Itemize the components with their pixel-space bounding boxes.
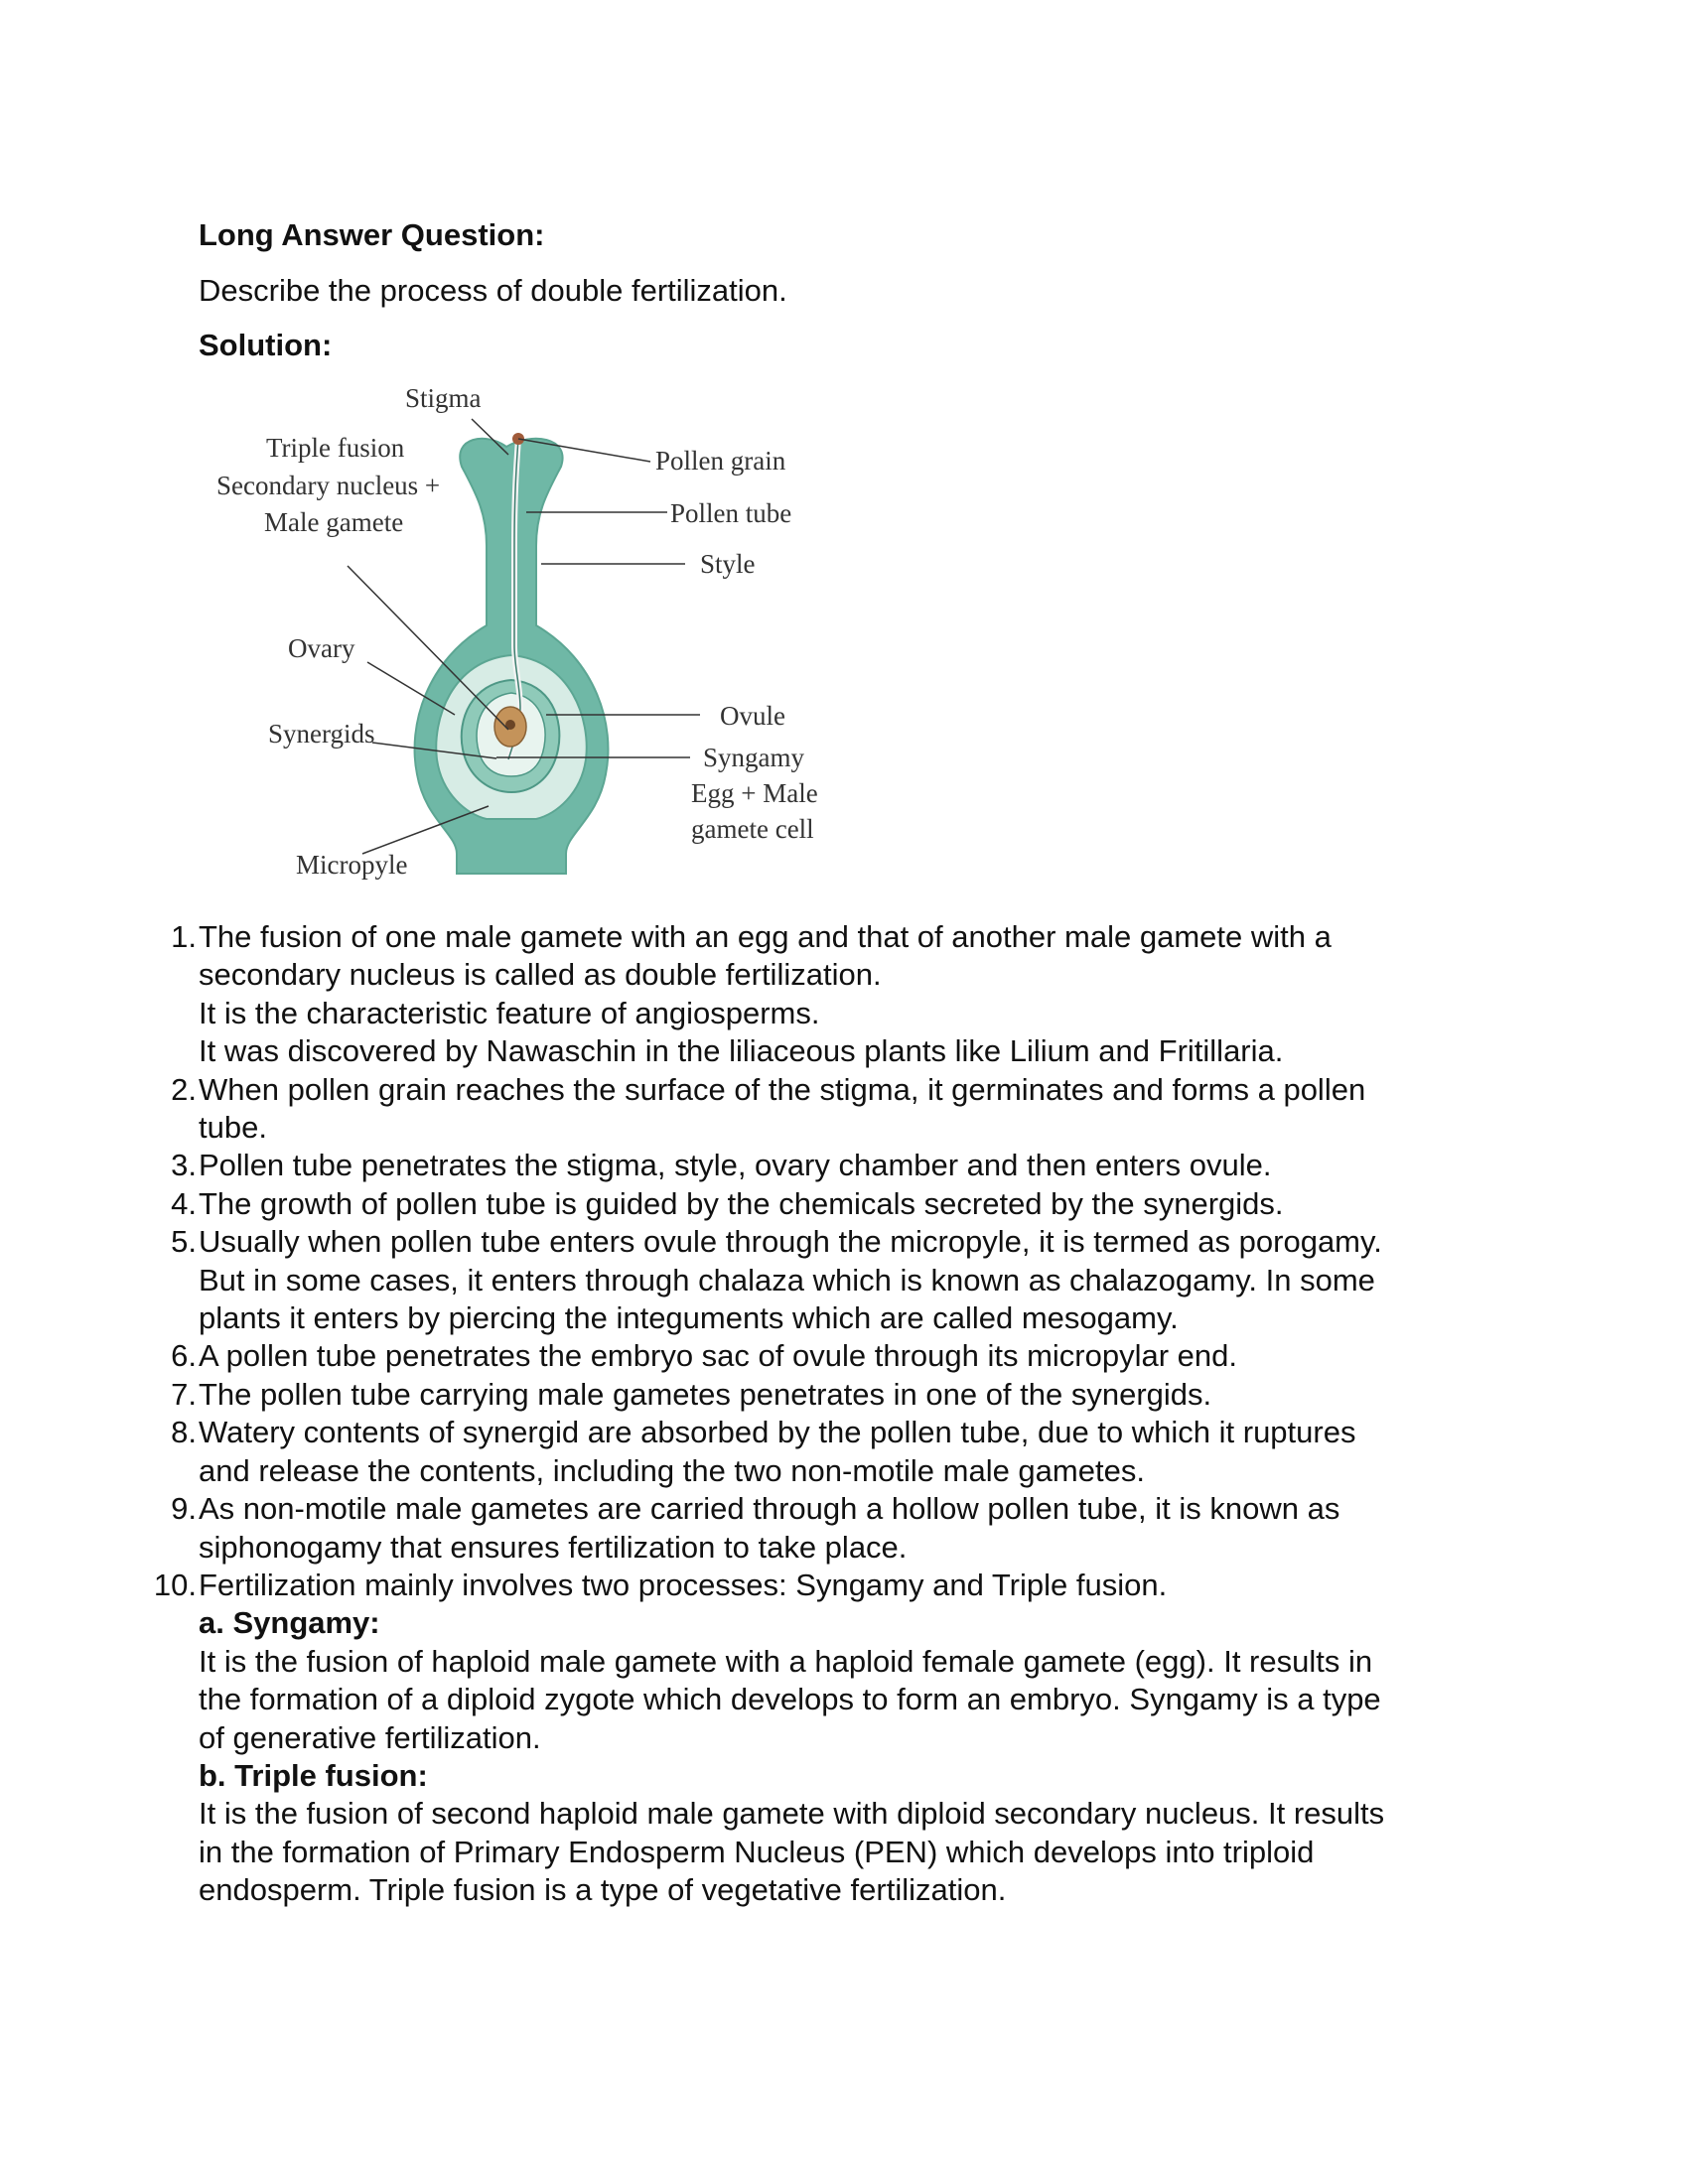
list-item-number: 5.: [171, 1224, 197, 1260]
label-pollen-grain: Pollen grain: [655, 446, 786, 476]
list-item-number: 4.: [171, 1185, 197, 1221]
list-item: [139, 1337, 1529, 1375]
label-triple-fusion: Triple fusion: [266, 433, 405, 463]
list-item-text: When pollen grain reaches the surface of the stigma, it germinates and forms a pollen: [199, 1071, 1366, 1107]
sub-heading: b. Triple fusion:: [199, 1757, 428, 1793]
label-synergids: Synergids: [268, 719, 375, 749]
list-item-text: Pollen tube penetrates the stigma, style, ovary chamber and then enters ovule.: [199, 1148, 1272, 1183]
list-item-text: The pollen tube carrying male gametes penetrates in one of the synergids.: [199, 1376, 1212, 1412]
list-item-text: It was discovered by Nawaschin in the liliaceous plants like Lilium and Fritillaria.: [199, 1033, 1284, 1069]
label-ovule: Ovule: [720, 701, 785, 731]
list-item-number: 6.: [171, 1338, 197, 1374]
label-pollen-tube: Pollen tube: [670, 498, 792, 528]
list-item-text: secondary nucleus is called as double fertilization.: [199, 957, 882, 993]
list-item: [139, 1567, 1529, 1910]
list-item: [139, 1490, 1529, 1567]
list-item-number: 1.: [171, 919, 197, 954]
sub-heading: a. Syngamy:: [199, 1605, 380, 1641]
list-item: [139, 1147, 1529, 1184]
solution-heading: Solution:: [199, 328, 333, 362]
list-item-number: 10.: [153, 1567, 197, 1602]
sub-text: the formation of a diploid zygote which develops to form an embryo. Syngamy is a type: [199, 1682, 1381, 1717]
label-ovary: Ovary: [288, 633, 355, 663]
list-item-text: The fusion of one male gamete with an egg and that of another male gamete with a: [199, 919, 1332, 954]
label-micropyle: Micropyle: [296, 850, 408, 880]
list-item: [139, 1071, 1529, 1148]
list-item-text: Watery contents of synergid are absorbed by the pollen tube, due to which it ruptures: [199, 1415, 1356, 1450]
sub-text: It is the fusion of haploid male gamete with a haploid female gamete (egg). It results in: [199, 1643, 1373, 1679]
list-item-text: It is the characteristic feature of angiosperms.: [199, 995, 820, 1030]
label-syngamy: Syngamy: [703, 743, 805, 772]
label-egg-male: Egg + Male: [691, 778, 818, 808]
list-item-text: The growth of pollen tube is guided by the chemicals secreted by the synergids.: [199, 1185, 1284, 1221]
list-item: [139, 1376, 1529, 1414]
question-heading: Long Answer Question:: [199, 217, 545, 252]
label-style: Style: [700, 549, 756, 579]
list-item-text: and release the contents, including the two non-motile male gametes.: [199, 1452, 1145, 1488]
sub-text: It is the fusion of second haploid male gamete with diploid secondary nucleus. It results: [199, 1796, 1385, 1832]
list-item-text: But in some cases, it enters through chalaza which is known as chalazogamy. In some: [199, 1262, 1375, 1297]
double-fertilization-diagram: [199, 377, 874, 893]
label-secondary-nucleus: Secondary nucleus +: [216, 471, 441, 500]
list-item-text: A pollen tube penetrates the embryo sac of ovule through its micropylar end.: [199, 1338, 1237, 1374]
list-item-text: Usually when pollen tube enters ovule through the micropyle, it is termed as porogamy.: [199, 1224, 1382, 1260]
fertilization-steps-list: [139, 918, 1529, 1910]
sub-text: endosperm. Triple fusion is a type of vegetative fertilization.: [199, 1872, 1007, 1908]
list-item-number: 8.: [171, 1415, 197, 1450]
list-item-number: 3.: [171, 1148, 197, 1183]
list-item: [139, 1414, 1529, 1490]
list-item: [139, 918, 1529, 1071]
list-item-number: 9.: [171, 1491, 197, 1527]
list-item-text: siphonogamy that ensures fertilization to take place.: [199, 1529, 908, 1565]
list-item-number: 2.: [171, 1071, 197, 1107]
list-item-text: plants it enters by piercing the integuments which are called mesogamy.: [199, 1300, 1179, 1336]
list-item: [139, 1185, 1529, 1223]
list-item-text: As non-motile male gametes are carried through a hollow pollen tube, it is known as: [199, 1491, 1340, 1527]
label-gamete-cell: gamete cell: [691, 814, 814, 844]
list-item: [139, 1223, 1529, 1337]
label-stigma: Stigma: [405, 383, 482, 413]
list-item-number: 7.: [171, 1376, 197, 1412]
list-item-text: Fertilization mainly involves two processes: Syngamy and Triple fusion.: [199, 1567, 1168, 1602]
question-text: Describe the process of double fertilization.: [199, 273, 787, 308]
sub-text: of generative fertilization.: [199, 1719, 541, 1755]
list-item-text: tube.: [199, 1110, 267, 1146]
sub-text: in the formation of Primary Endosperm Nucleus (PEN) which develops into triploid: [199, 1834, 1315, 1869]
label-male-gamete: Male gamete: [264, 507, 404, 537]
